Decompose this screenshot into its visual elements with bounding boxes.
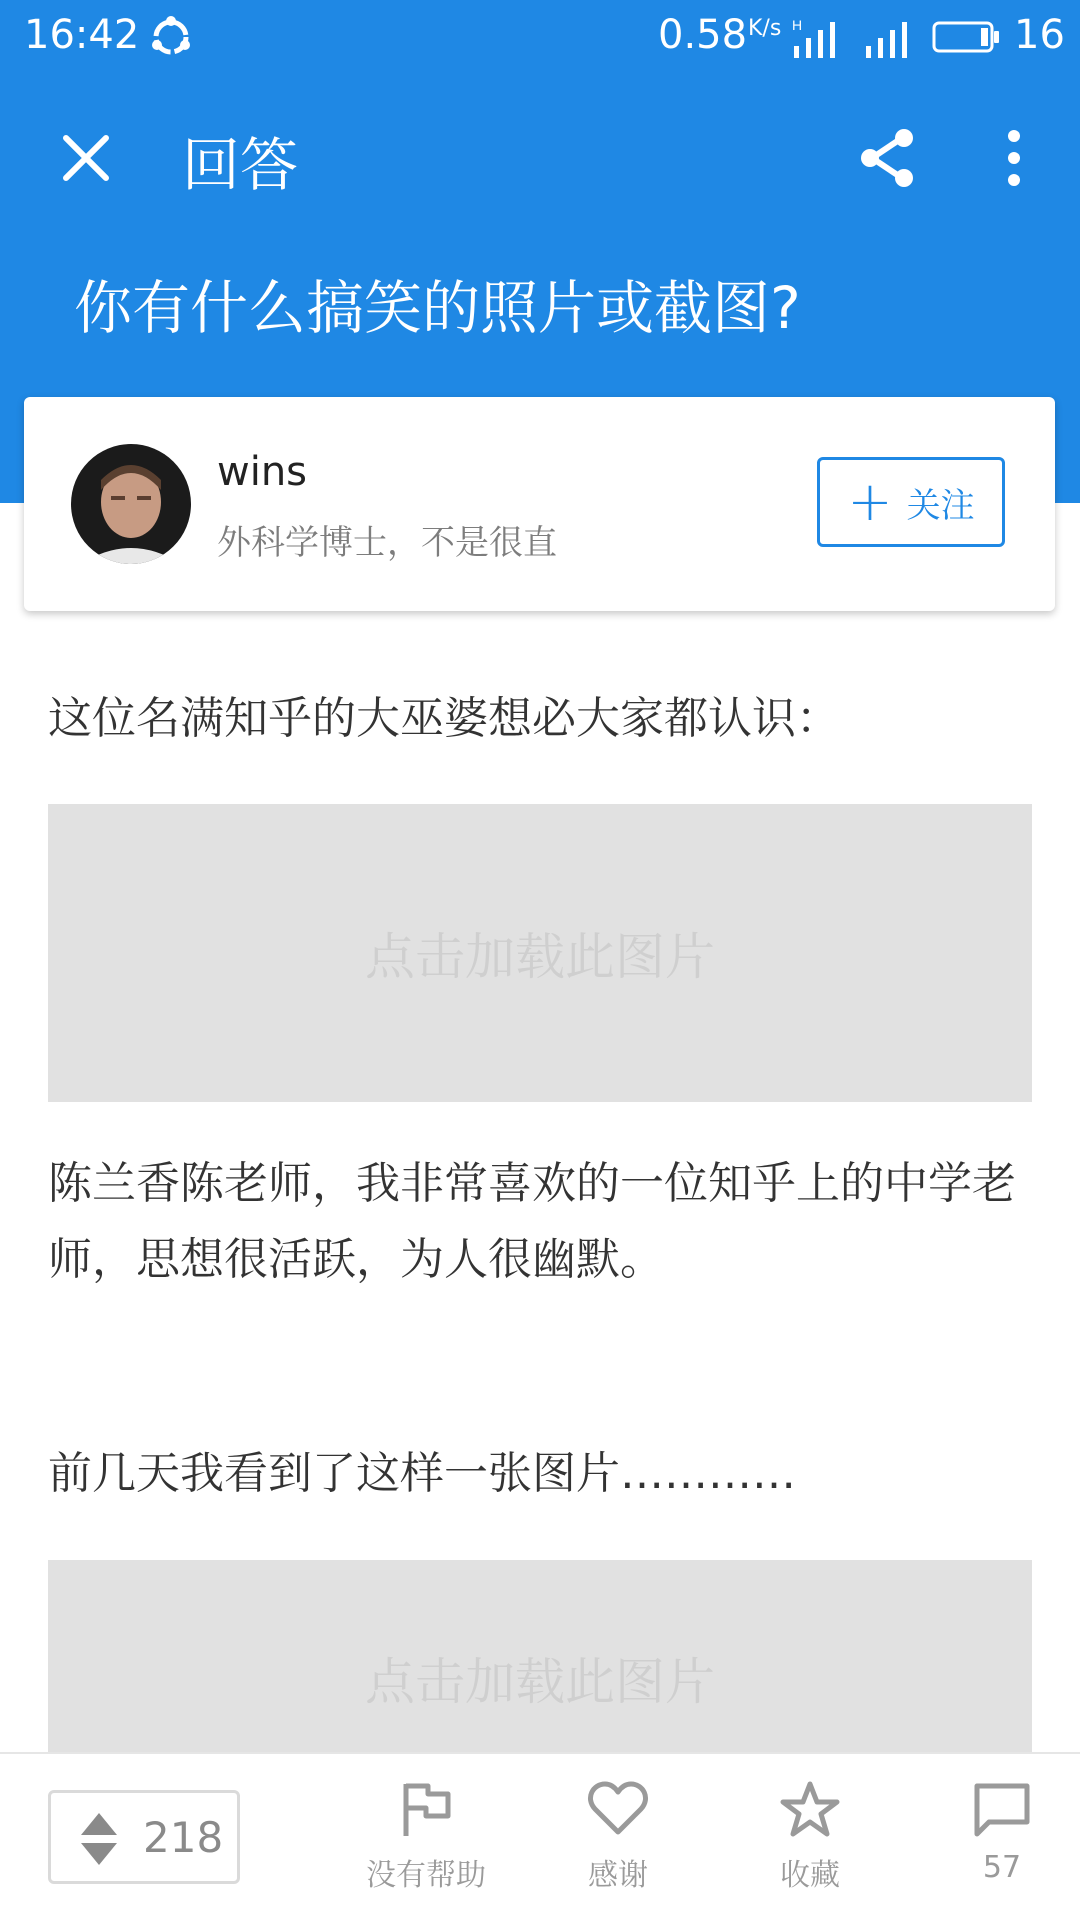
share-icon[interactable]: [856, 126, 920, 190]
collect-button[interactable]: [740, 1780, 880, 1894]
vote-button[interactable]: [48, 1790, 240, 1884]
not-helpful-label: 没有帮助: [366, 1858, 486, 1893]
flag-icon: [398, 1780, 454, 1838]
vote-count: 218: [143, 1813, 224, 1862]
net-unit: K/s: [748, 16, 782, 41]
question-title[interactable]: 你有什么搞笑的照片或截图?: [74, 274, 801, 342]
comment-count: 57: [982, 1850, 1022, 1885]
avatar[interactable]: [71, 444, 191, 564]
collect-label: 收藏: [780, 1858, 840, 1893]
app-bar: [0, 76, 1080, 242]
image-load-label: 点击加载此图片: [365, 928, 715, 986]
answer-paragraph-3: 前几天我看到了这样一张图片…………: [48, 1448, 796, 1499]
net-speed: 0.58: [658, 12, 748, 58]
vote-updown-icon: [79, 1811, 119, 1867]
comment-icon: [971, 1780, 1033, 1838]
author-name[interactable]: wins: [217, 449, 308, 495]
follow-label: 关注: [906, 485, 975, 526]
sync-icon: [148, 14, 194, 60]
comment-button[interactable]: [932, 1780, 1072, 1885]
status-bar: [0, 0, 1080, 76]
thanks-label: 感谢: [588, 1858, 648, 1893]
more-vertical-icon[interactable]: [994, 126, 1034, 190]
author-card: [24, 397, 1055, 611]
status-time: 16:42: [24, 12, 140, 58]
image-placeholder-1[interactable]: [48, 804, 1032, 1102]
mobile-signal-icon: [792, 18, 844, 58]
heart-icon: [587, 1780, 649, 1838]
plus-icon: +: [847, 470, 893, 533]
page-title: 回答: [182, 131, 299, 199]
network-type-label: H: [792, 18, 803, 33]
answer-paragraph-2: 陈兰香陈老师，我非常喜欢的一位知乎上的中学老师，思想很活跃，为人很幽默。: [48, 1158, 1016, 1285]
signal-icon: [864, 18, 916, 58]
battery-level: 16: [1014, 12, 1065, 58]
not-helpful-button[interactable]: [356, 1780, 496, 1894]
answer-paragraph-1: 这位名满知乎的大巫婆想必大家都认识：: [48, 693, 840, 744]
image-placeholder-2[interactable]: [48, 1560, 1032, 1752]
follow-button[interactable]: [817, 457, 1005, 547]
battery-icon: [932, 20, 1000, 54]
star-icon: [779, 1780, 841, 1838]
image-load-label: 点击加载此图片: [365, 1653, 715, 1711]
close-icon[interactable]: [56, 128, 116, 188]
thanks-button[interactable]: [548, 1780, 688, 1894]
bottom-action-bar: [0, 1752, 1080, 1922]
author-bio: 外科学博士，不是很直: [217, 523, 557, 563]
